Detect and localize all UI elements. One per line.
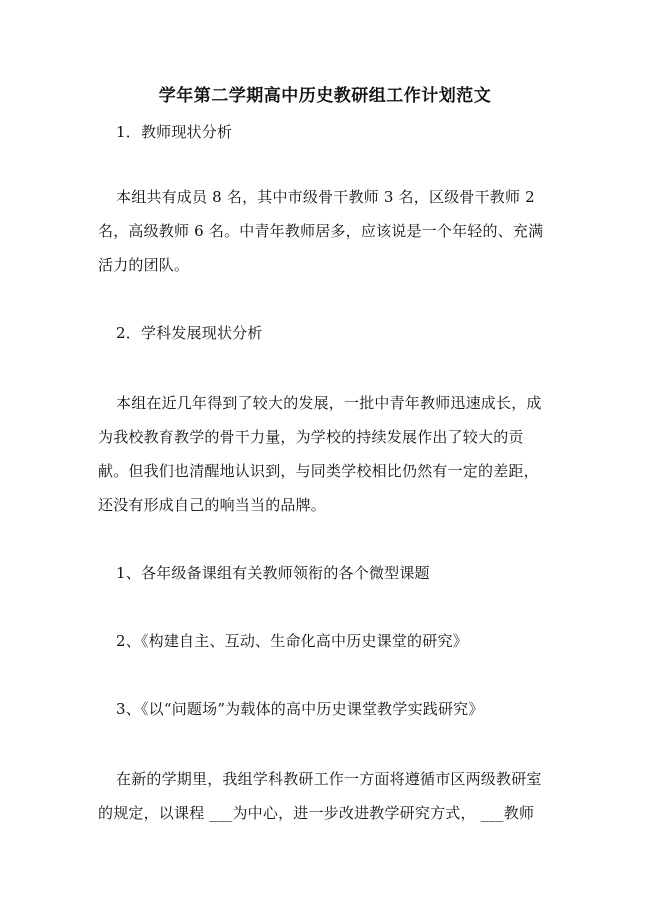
document-title: 学年第二学期高中历史教研组工作计划范文 <box>158 86 492 106</box>
section-heading-subject-status: 2．学科发展现状分析 <box>116 324 263 342</box>
paragraph-line: 的规定，以课程 ___为中心，进一步改进教学研究方式， ___教师 <box>98 804 535 822</box>
list-item: 1、各年级备课组有关教师领衔的各个微型课题 <box>116 564 430 582</box>
paragraph-line: 还没有形成自己的响当当的品牌。 <box>98 496 327 514</box>
paragraph-line: 在新的学期里，我组学科教研工作一方面将遵循市区两级教研室 <box>116 770 542 788</box>
section-heading-teacher-status: 1．教师现状分析 <box>116 123 233 141</box>
paragraph-line: 为我校教育教学的骨干力量，为学校的持续发展作出了较大的贡 <box>98 428 524 446</box>
paragraph-line: 本组在近几年得到了较大的发展，一批中青年教师迅速成长，成 <box>116 394 542 412</box>
paragraph-line: 名，高级教师 6 名。中青年教师居多，应该说是一个年轻的、充满 <box>98 222 544 240</box>
paragraph-line: 本组共有成员 8 名，其中市级骨干教师 3 名，区级骨干教师 2 <box>116 188 535 206</box>
list-item: 3、《以“问题场”为载体的高中历史课堂教学实践研究》 <box>116 700 484 718</box>
list-item: 2、《构建自主、互动、生命化高中历史课堂的研究》 <box>116 632 468 650</box>
paragraph-line: 献。但我们也清醒地认识到，与同类学校相比仍然有一定的差距， <box>98 462 539 480</box>
paragraph-line: 活力的团队。 <box>98 256 190 274</box>
